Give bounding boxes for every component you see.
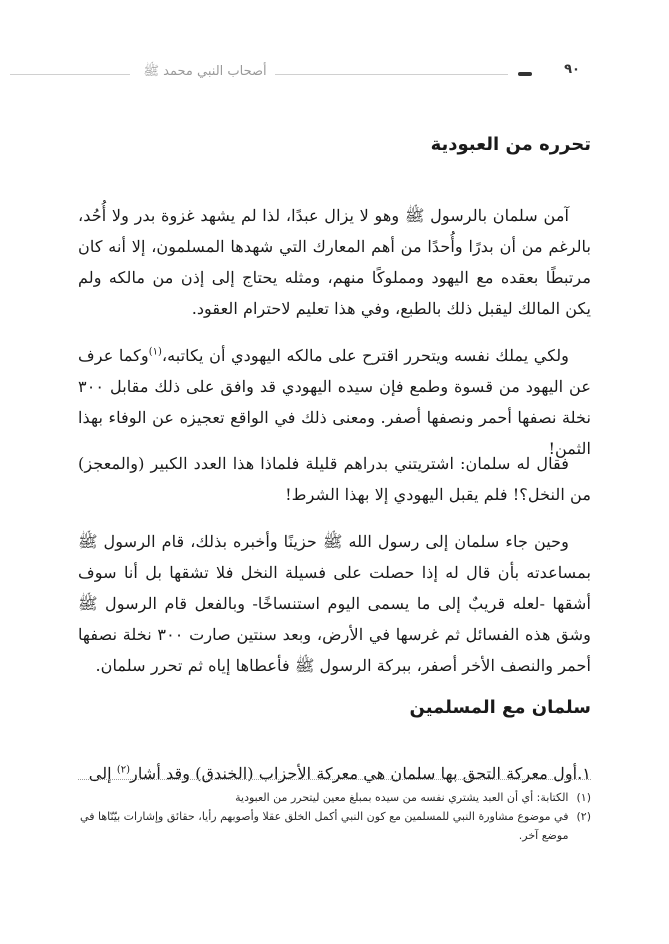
footnote	[78, 807, 591, 845]
paragraph: آمن سلمان بالرسول ﷺ وهو لا يزال عبدًا، لذا لم يشهد غزوة بدر ولا أُحُد، بالرغم من أن بدرًا وأُحدًا من أهم المعارك التي شهدها المسلمون، إلا أنه كان مرتبطًا بعقده مع اليهود ومملوكًا منهم، ومثله يحتاج إلى إذن من مالكه ولم يكن المالك ليقبل ذلك بالطبع، وفي هذا تعليم لاحترام العقود.	[78, 206, 591, 319]
header-rule	[275, 74, 508, 75]
section-heading: سلمان مع المسلمين	[409, 697, 591, 718]
page-number: ٩٠	[564, 62, 580, 77]
footnote-reference[interactable]: (١)	[148, 346, 162, 358]
footnote-text: الكتابة: أي أن العبد يشتري نفسه من سيده بمبلغ معين ليتحرر من العبودية	[235, 791, 569, 804]
footnote-number: (١)	[576, 791, 591, 804]
paragraph: وحين جاء سلمان إلى رسول الله ﷺ حزينًا وأخبره بذلك، قام الرسول ﷺ بمساعدته بأن قال له إذا حصلت على فسيلة النخل فلا تشقها بل أنا سوف أشقها -لعله قريبٌ إلى ما يسمى اليوم استنساخًا- وبالفعل قام الرسول ﷺ وشق هذه الفسائل ثم غرسها في الأرض، وبعد سنتين صارت ٣٠٠ نخلة نصفها أحمر والنصف الأخر أصفر، ببركة الرسول ﷺ فأعطاها إياه ثم تحرر سلمان.	[78, 532, 591, 676]
paragraph	[78, 758, 591, 789]
footnotes	[78, 788, 591, 845]
paragraph: فقال له سلمان: اشتريتني بدراهم قليلة فلماذا هذا العدد الكبير (والمعجز) من النخل؟! فلم يقبل اليهودي إلا بهذا الشرط!	[78, 454, 591, 505]
footnote-number: (٢)	[576, 810, 591, 823]
paragraph-text: ولكي يملك نفسه ويتحرر اقترح على مالكه اليهودي أن يكاتبه،	[161, 346, 569, 366]
footnote-text: في موضوع مشاورة النبي للمسلمين مع كون النبي أكمل الخلق عقلا وأصوبهم رأيا، حقائق وإشارات بيّنّاها في موضع آخر.	[80, 810, 569, 842]
header-rule	[10, 74, 130, 75]
header-dash	[518, 72, 532, 76]
section-heading: تحرره من العبودية	[430, 134, 591, 155]
running-title: أصحاب النبي محمد ﷺ	[143, 64, 267, 79]
footnote	[78, 788, 591, 807]
paragraph-text: إلى	[88, 764, 117, 784]
paragraph	[78, 340, 591, 464]
paragraph-text: وكما عرف عن اليهود من قسوة وطمع فإن سيده اليهودي قد وافق على ذلك مقابل ٣٠٠ نخلة نصفها أحمر ونصفها أصفر. ومعنى ذلك في الواقع تعجيزه عن الوفاء بهذا الثمن!	[78, 346, 591, 459]
footnote-reference[interactable]: (٢)	[116, 764, 131, 776]
footnote-separator	[78, 779, 591, 780]
paragraph-text: ١.أول معركة التحق بها سلمان هي معركة الأحزاب (الخندق) وقد أشار	[130, 764, 591, 784]
